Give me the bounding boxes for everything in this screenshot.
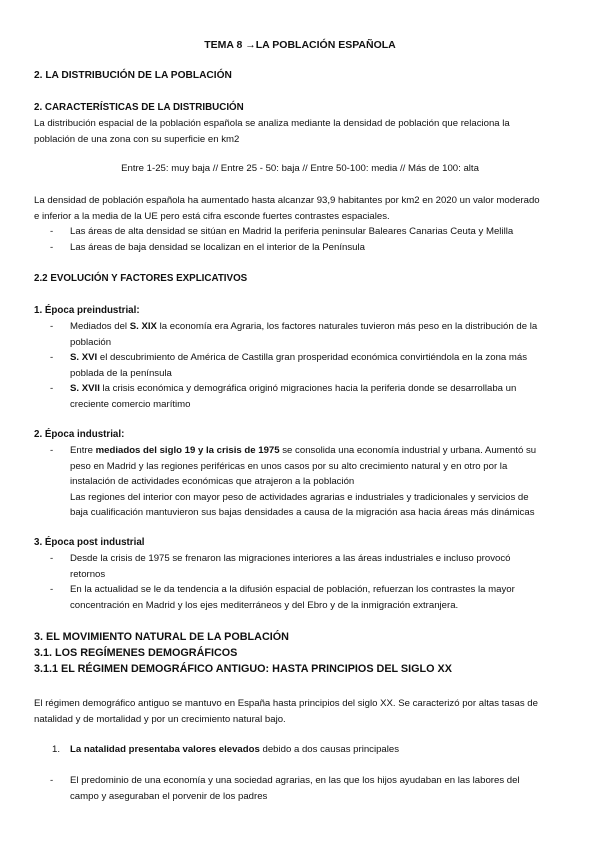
list-item (34, 350, 574, 381)
density-scale: Entre 1-25: muy baja // Entre 25 - 50: baja // Entre 50-100: media // Más de 100: alta (121, 163, 479, 174)
postindustrial-bullets (34, 551, 574, 613)
density-bullets (34, 224, 574, 255)
text-run: peso en Madrid y las regiones periféricas en unos casos por su alto crecimiento natural y en otro por la (70, 460, 508, 472)
distribution-intro (34, 116, 570, 147)
bold-run: S. XVII (70, 383, 100, 394)
section-3-heading: 3. EL MOVIMIENTO NATURAL DE LA POBLACIÓN (34, 631, 289, 643)
text-run: Entre (70, 445, 96, 456)
text-run: población (70, 336, 112, 348)
text-run: la crisis económica y demográfica originó migraciones hacia la periferia donde se desarrollaba un (99, 383, 517, 394)
list-item (34, 443, 574, 521)
section-3-1-heading: 3.1. LOS REGÍMENES DEMOGRÁFICOS (34, 647, 238, 659)
list-item (34, 582, 574, 613)
text-run: poblada de la península (70, 367, 172, 379)
text-run: instalación de actividades económicas que atrajeron a la población (70, 476, 355, 487)
text-run: concentración en Madrid y los ejes mediterráneos y del Ebro y de la inmigración extranjera. (70, 599, 459, 611)
bold-run: S. XIX (129, 321, 157, 332)
text-run: El predominio de una economía y una sociedad agrarias, en las que los hijos ayudaban en las labores del (70, 775, 520, 786)
text-run: el descubrimiento de América de Castilla gran prosperidad económica convirtiéndola en la zona más (97, 352, 528, 363)
text-run: campo y aseguraban el porvenir de los padres (70, 790, 268, 802)
preindustrial-bullets (34, 319, 574, 412)
old-regime-line-2: natalidad y de mortalidad y por un crecimiento natural bajo. (34, 713, 286, 725)
text-run: debido a dos causas principales (259, 744, 400, 755)
section-3-1-1-heading: 3.1.1 EL RÉGIMEN DEMOGRÁFICO ANTIGUO: HASTA PRINCIPIOS DEL SIGLO XX (34, 663, 452, 675)
bold-run: mediados del siglo 19 y la crisis de 1975 (95, 445, 280, 456)
density-line-2: e inferior a la media de la UE pero está cifra esconde fuertes contrastes espaciales. (34, 210, 390, 222)
industrial-heading: 2. Época industrial: (34, 429, 125, 440)
text-run: se consolida una economía industrial y urbana. Aumentó su (279, 445, 537, 456)
list-item: - Las áreas de baja densidad se localizan en el interior de la Península (34, 240, 574, 256)
list-item (34, 319, 574, 350)
text-run: la economía era Agraria, los factores naturales tuvieron más peso en la distribución de la (156, 321, 538, 332)
bold-run: S. XVI (70, 352, 98, 363)
intro-line-2: población de una zona con su superficie en km2 (34, 133, 240, 145)
text-run: En la actualidad se le da tendencia a la difusión espacial de población, refuerzan los contrastes la mayor (70, 584, 515, 595)
text-run: baja cualificación mantuvieron sus bajas densidades a causa de la migración asa hacia áreas más dinámicas (70, 507, 535, 518)
list-item: - Las áreas de alta densidad se sitúan en Madrid la periferia peninsular Baleares Canarias Ceuta y Melilla (34, 224, 574, 240)
preindustrial-heading: 1. Época preindustrial: (34, 305, 140, 316)
text-run: creciente comercio marítimo (70, 398, 191, 410)
section-2-subheading: 2. CARACTERÍSTICAS DE LA DISTRIBUCIÓN (34, 102, 244, 113)
industrial-bullets (34, 443, 574, 521)
text-run: Mediados del (70, 321, 130, 332)
section-2-2-heading: 2.2 EVOLUCIÓN Y FACTORES EXPLICATIVOS (34, 273, 248, 284)
section-2-heading: 2. LA DISTRIBUCIÓN DE LA POBLACIÓN (34, 70, 232, 81)
numbered-item-1 (52, 742, 399, 758)
list-item (34, 381, 574, 412)
natality-causes (34, 773, 574, 804)
text-run: Desde la crisis de 1975 se frenaron las migraciones interiores a las áreas industriales e incluso provocó (70, 553, 511, 564)
item-number: 1. (52, 744, 61, 755)
old-regime-line-1: El régimen demográfico antiguo se mantuvo en España hasta principios del siglo XX. Se caracterizó por altas tasas de (34, 698, 538, 709)
list-item (34, 773, 574, 804)
text-run: retornos (70, 568, 106, 580)
bold-run: La natalidad presentaba valores elevados (70, 744, 260, 755)
intro-line-1: La distribución espacial de la población española se analiza mediante la densidad de población que relaciona la (34, 118, 510, 129)
density-line-1: La densidad de población española ha aumentado hasta alcanzar 93,9 habitantes por km2 en 2020 un valor moderado (34, 195, 540, 206)
old-regime-paragraph (34, 696, 570, 727)
list-item (34, 551, 574, 582)
density-paragraph (34, 193, 570, 224)
postindustrial-heading: 3. Época post industrial (34, 537, 145, 548)
document-title: TEMA 8 →LA POBLACIÓN ESPAÑOLA (204, 39, 396, 51)
text-run: Las regiones del interior con mayor peso de actividades agrarias e industriales y tradicionales y servicios de (70, 491, 529, 503)
